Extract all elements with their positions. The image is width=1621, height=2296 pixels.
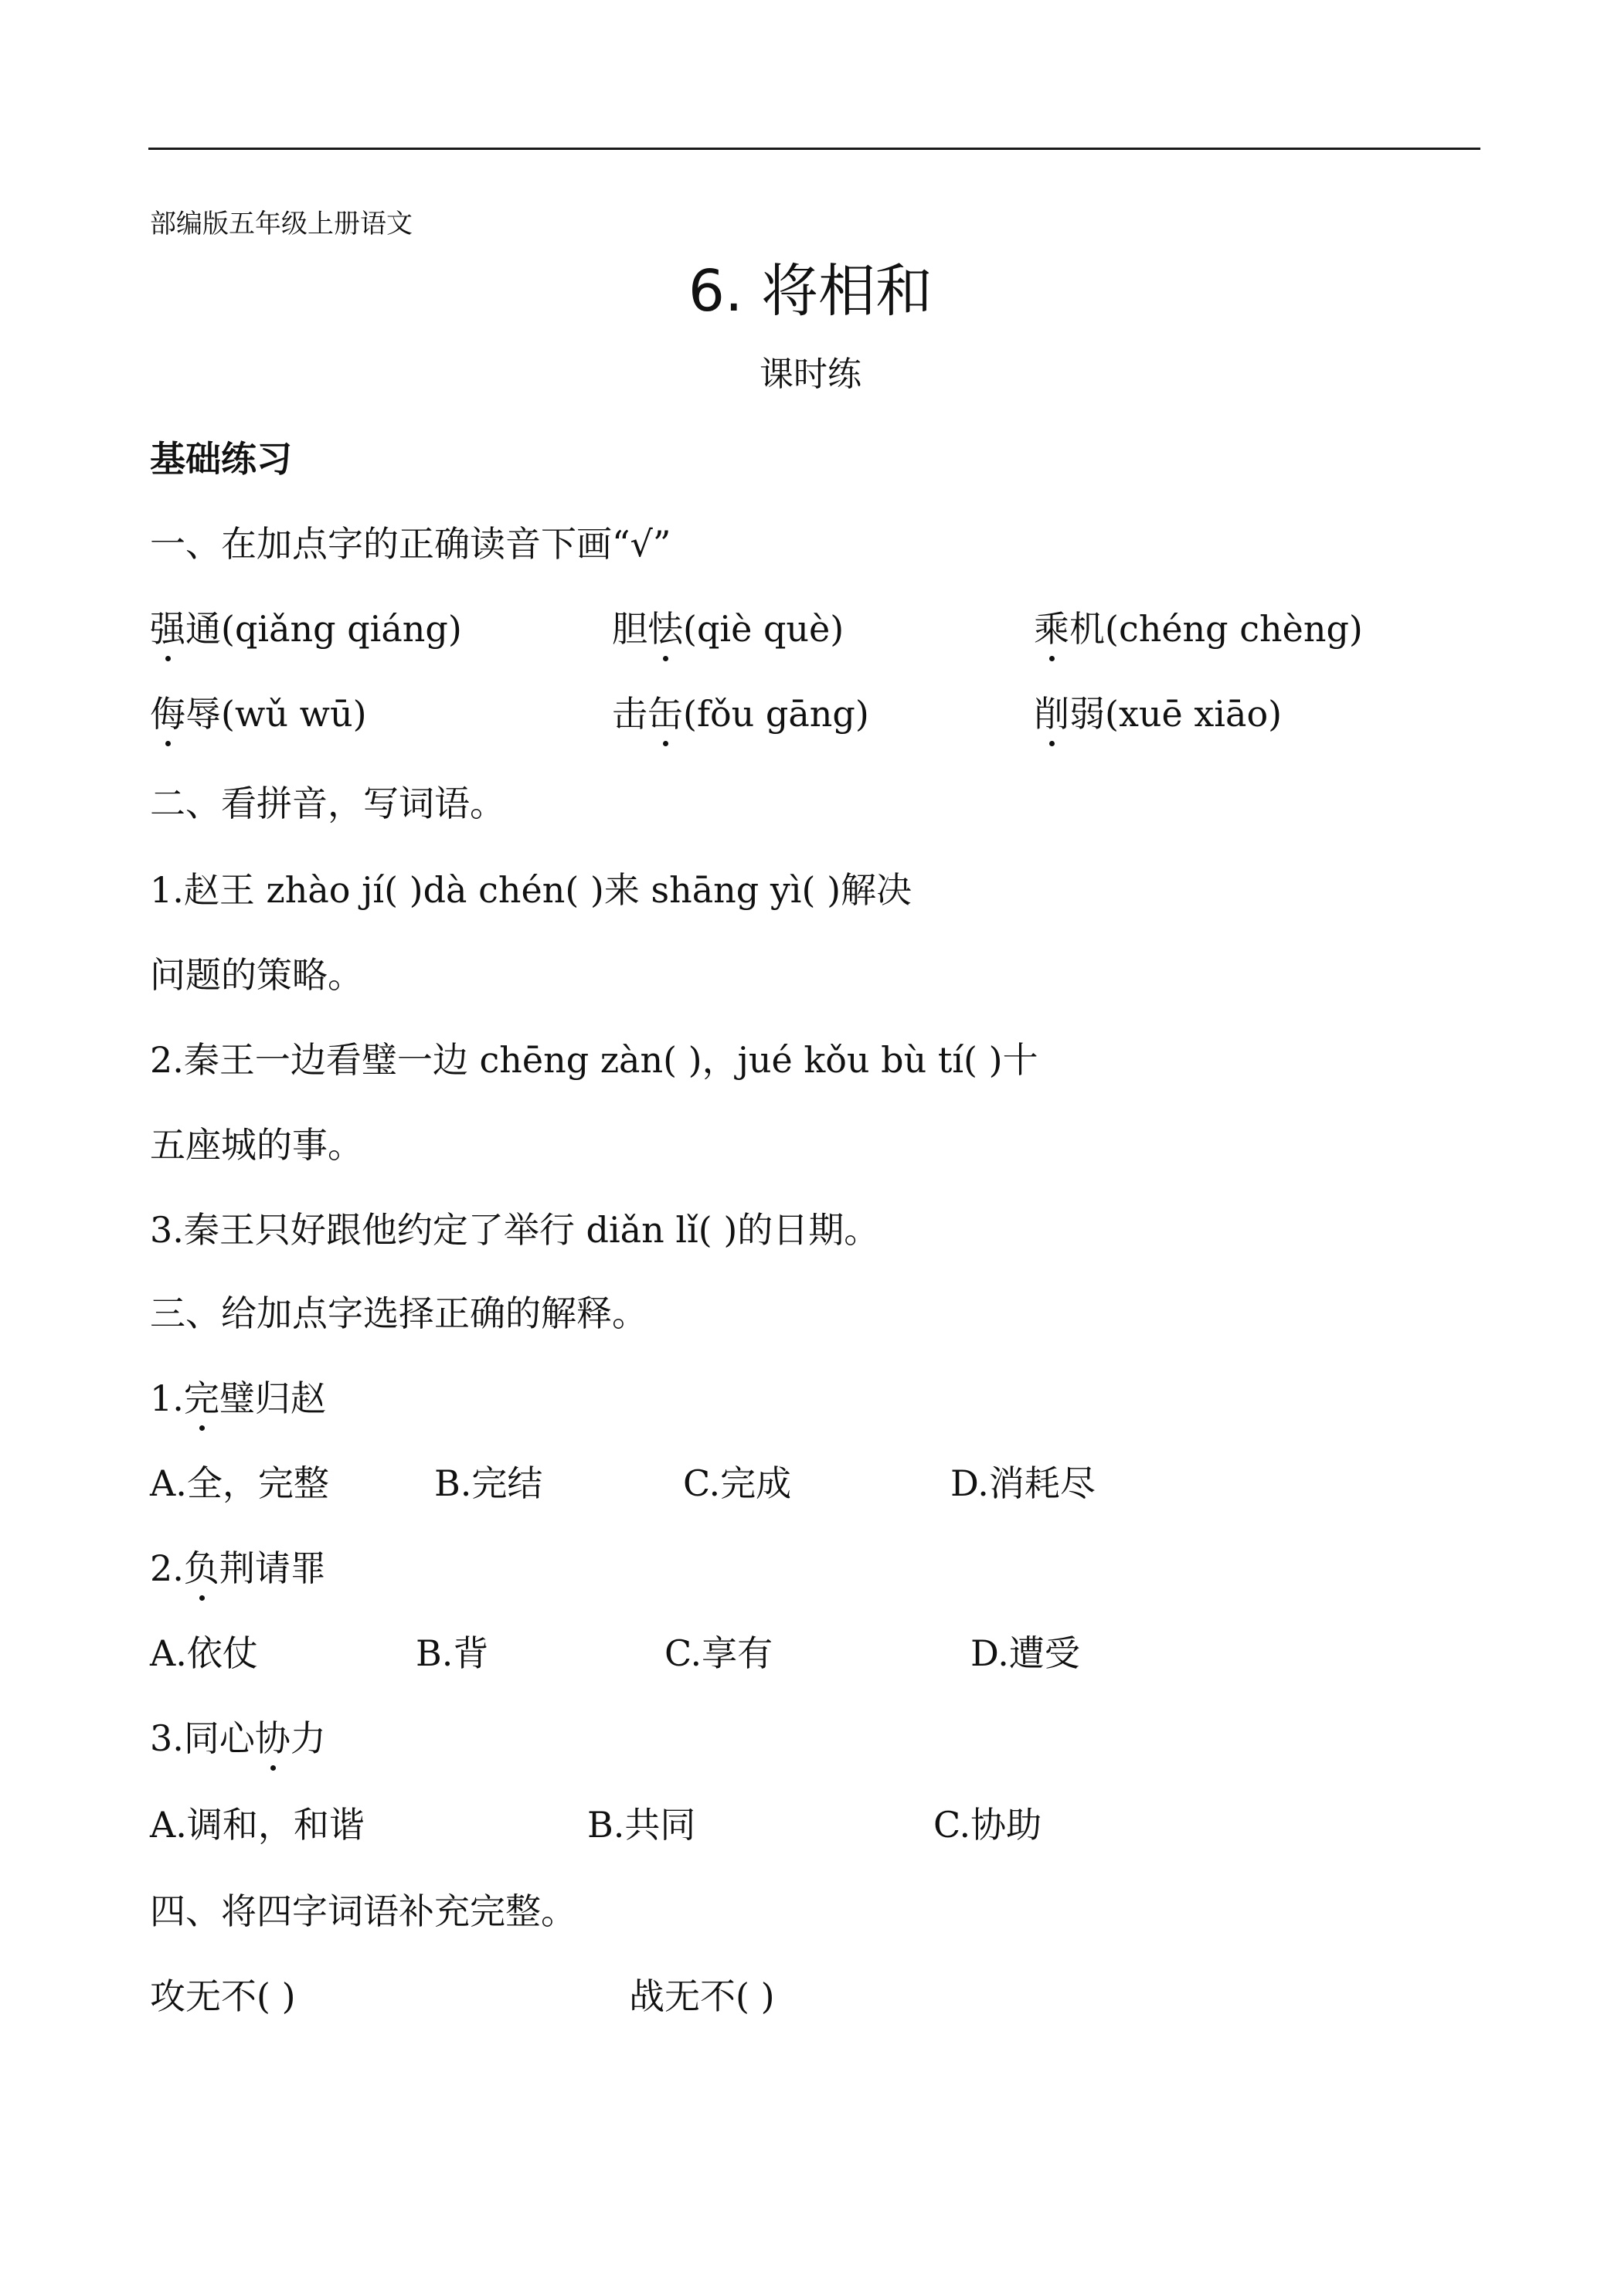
dotted-char: 协 [255, 1710, 291, 1761]
q2-sentence-3: 3.秦王只好跟他约定了举行 diǎn lǐ( )的日期。 [150, 1209, 880, 1251]
q3-option: B.完结 [434, 1462, 543, 1504]
q3-option: A.全，完整 [150, 1462, 329, 1504]
q4-idiom: 战无不( ) [629, 1975, 775, 2017]
q3-option: D.消耗尽 [950, 1462, 1096, 1504]
q2-sentence-2: 2.秦王一边看璧一边 chēng zàn( )，jué kǒu bù tí( )十 [150, 1039, 1038, 1081]
section-heading: 基础练习 [150, 438, 292, 480]
dotted-char: 侮 [150, 686, 185, 737]
question-1-title: 一、在加点字的正确读音下画“√” [150, 523, 671, 565]
q4-idiom: 攻无不( ) [150, 1975, 296, 2017]
q3-option: B.背 [416, 1632, 489, 1674]
q1-item: 削弱(xuē xiāo) [1034, 686, 1282, 737]
question-3-title: 三、给加点字选择正确的解释。 [150, 1292, 647, 1334]
dotted-char: 缶 [647, 686, 683, 737]
q3-phrase: 1.完璧归赵 [150, 1370, 326, 1421]
q3-option: A.调和，和谐 [150, 1804, 365, 1846]
q1-item: 击缶(fǒu gāng) [612, 686, 869, 737]
q3-option: C.享有 [664, 1632, 773, 1674]
q3-phrase: 3.同心协力 [150, 1710, 326, 1761]
q3-phrase: 2.负荆请罪 [150, 1540, 326, 1591]
q3-option: D.遭受 [970, 1632, 1080, 1674]
q3-option: A.依仗 [150, 1632, 258, 1674]
dotted-char: 强 [150, 601, 185, 652]
dotted-char: 怯 [647, 601, 683, 652]
header-rule [148, 148, 1480, 150]
q1-item: 强通(qiǎng qiáng) [150, 601, 462, 652]
dotted-char: 削 [1034, 686, 1069, 737]
dotted-char: 负 [184, 1540, 219, 1591]
q3-option: C.完成 [683, 1462, 792, 1504]
q1-item: 乘机(chéng chèng) [1034, 601, 1363, 652]
textbook-edition-note: 部编版五年级上册语文 [150, 209, 413, 239]
q3-option: C.协助 [933, 1804, 1042, 1846]
dotted-char: 完 [184, 1370, 219, 1421]
q2-sentence-1: 1.赵王 zhào jí( )dà chén( )来 shāng yì( )解决 [150, 869, 912, 911]
lesson-title: 6. 将相和 [688, 258, 933, 324]
q2-sentence-1-cont: 问题的策略。 [150, 954, 363, 996]
dotted-char: 乘 [1034, 601, 1069, 652]
question-2-title: 二、看拼音，写词语。 [150, 783, 505, 824]
q2-sentence-2-cont: 五座城的事。 [150, 1124, 363, 1166]
question-4-title: 四、将四字词语补充完整。 [150, 1890, 576, 1932]
q1-item: 侮辱(wǔ wū) [150, 686, 367, 737]
q1-item: 胆怯(qiè què) [612, 601, 844, 652]
lesson-subtitle: 课时练 [760, 355, 861, 394]
q3-option: B.共同 [587, 1804, 696, 1846]
